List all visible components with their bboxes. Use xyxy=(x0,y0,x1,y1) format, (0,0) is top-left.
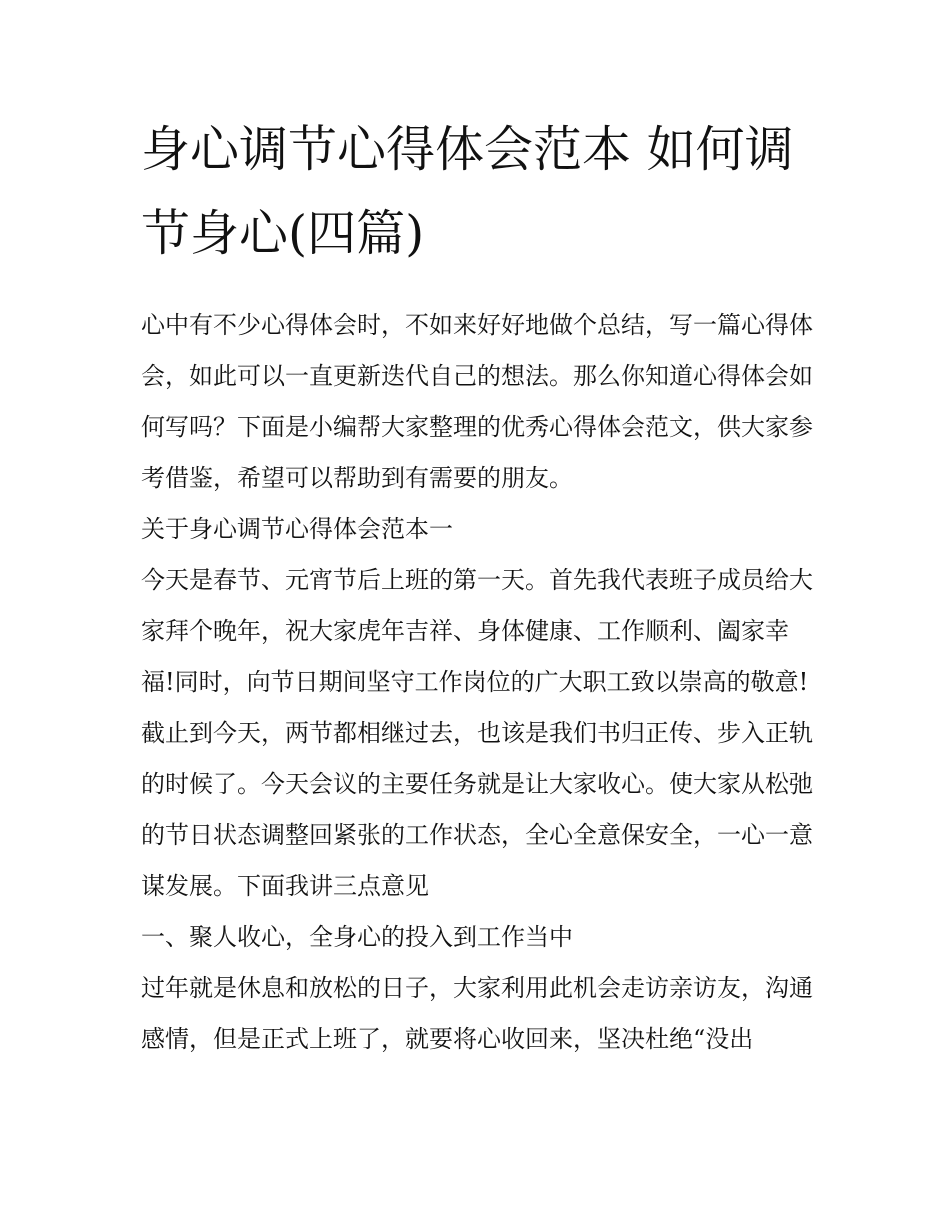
document-title: 身心调节心得体会范本 如何调节身心(四篇) xyxy=(141,121,794,262)
body-paragraph: 过年就是休息和放松的日子，大家利用此机会走访亲访友，沟通感情，但是正式上班了，就要将心收回来，坚决杜绝“没出 xyxy=(141,974,813,1053)
body-paragraph: 今天是春节、元宵节后上班的第一天。首先我代表班子成员给大家拜个晚年，祝大家虎年吉祥、身体健康、工作顺利、阖家幸福!同时，向节日期间坚守工作岗位的广大职工致以崇高的敬意! xyxy=(141,566,813,696)
section-heading: 关于身心调节心得体会范本一 xyxy=(141,515,453,543)
document-body xyxy=(141,108,813,1065)
subsection-heading: 一、聚人收心，全身心的投入到工作当中 xyxy=(141,923,573,951)
body-paragraph: 截止到今天，两节都相继过去，也该是我们书归正传、步入正轨的时候了。今天会议的主要任务就是让大家收心。使大家从松弛的节日状态调整回紧张的工作状态，全心全意保安全，一心一意谋发展。下面我讲三点意见 xyxy=(141,719,813,900)
intro-paragraph: 心中有不少心得体会时，不如来好好地做个总结，写一篇心得体会，如此可以一直更新迭代自己的想法。那么你知道心得体会如何写吗？下面是小编帮大家整理的优秀心得体会范文，供大家参考借鉴，希望可以帮助到有需要的朋友。 xyxy=(141,311,813,492)
